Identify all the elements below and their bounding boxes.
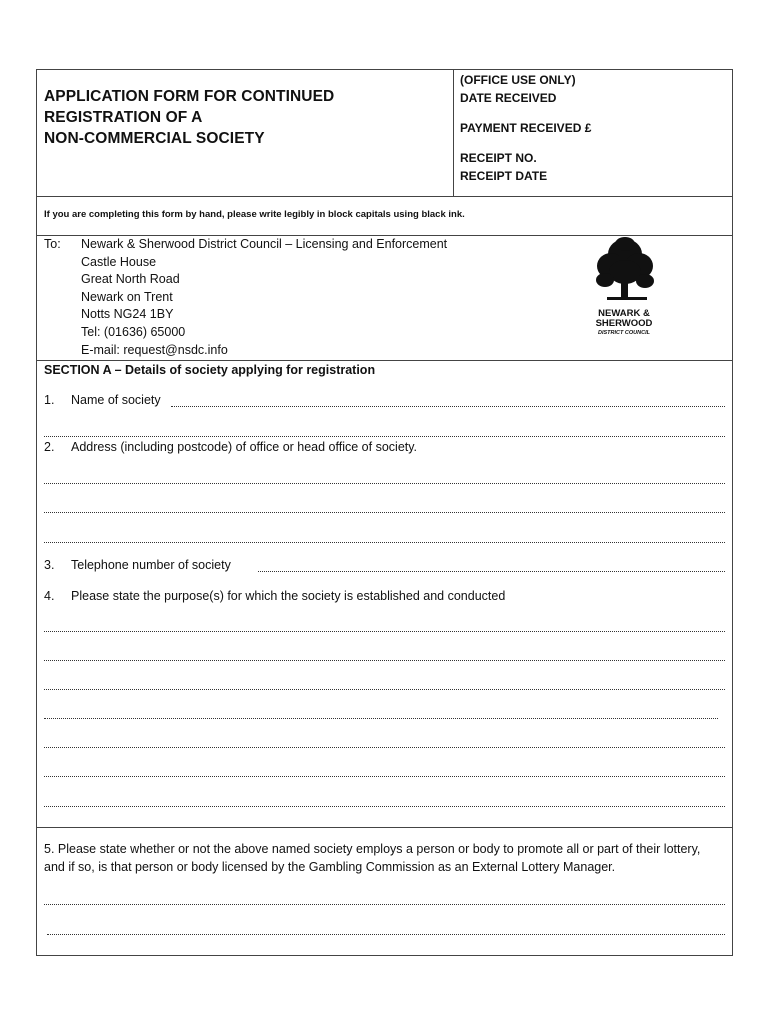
q4-answer-line[interactable]: [44, 689, 725, 690]
q2-answer-line[interactable]: [44, 512, 725, 513]
payment-received-label: PAYMENT RECEIVED £: [460, 121, 592, 135]
q4-answer-line[interactable]: [44, 718, 718, 719]
address-line: Great North Road: [81, 272, 180, 287]
q1-label: [44, 393, 161, 407]
address-line: Castle House: [81, 254, 157, 269]
tree-icon: [589, 234, 659, 344]
q1-answer-line-2[interactable]: [44, 436, 725, 437]
address-line: Notts NG24 1BY: [81, 307, 174, 322]
q4-answer-line[interactable]: [44, 806, 725, 807]
application-form: [36, 69, 733, 956]
logo-text-line-1: NEWARK &: [598, 308, 650, 319]
q5-text: 5. Please state whether or not the above named society employs a person or body to promote all or part of their lottery, and if so, is that person or body licensed by the Gambling Commission as an External Lottery Manager.: [44, 842, 701, 874]
q2-number: 2.: [44, 440, 55, 454]
q4-answer-line[interactable]: [44, 631, 725, 632]
address-line: Newark on Trent: [81, 289, 173, 304]
q2-label: [44, 440, 417, 454]
form-title-line-2: REGISTRATION OF A: [44, 109, 203, 126]
address-line: E-mail: request@nsdc.info: [81, 342, 228, 357]
q2-text: Address (including postcode) of office or head office of society.: [71, 440, 418, 454]
q5-answer-line[interactable]: [44, 904, 725, 905]
receipt-date-label: RECEIPT DATE: [460, 169, 548, 183]
q3-number: 3.: [44, 558, 55, 572]
section-a-heading: SECTION A – Details of society applying for registration: [44, 363, 376, 377]
instructions-text: If you are completing this form by hand, please write legibly in block capitals using black ink.: [44, 209, 465, 220]
q1-text: Name of society: [71, 393, 161, 407]
q3-label: [44, 558, 231, 572]
address-line: Tel: (01636) 65000: [81, 324, 186, 339]
logo-text-line-2: SHERWOOD: [595, 318, 653, 329]
logo-text-line-3: DISTRICT COUNCIL: [598, 330, 650, 336]
q1-number: 1.: [44, 393, 55, 407]
council-logo: [589, 234, 659, 344]
q4-bottom-rule: [37, 827, 732, 828]
q4-answer-line[interactable]: [44, 776, 725, 777]
receipt-no-label: RECEIPT NO.: [460, 151, 537, 165]
date-received-label: DATE RECEIVED: [460, 91, 557, 105]
q4-answer-line[interactable]: [44, 660, 725, 661]
q3-text: Telephone number of society: [71, 558, 231, 572]
header-divider: [453, 70, 454, 196]
q4-answer-line[interactable]: [44, 747, 725, 748]
header-bottom-rule: [37, 196, 732, 197]
q1-answer-line[interactable]: [171, 406, 725, 407]
office-use-heading: (OFFICE USE ONLY): [460, 73, 576, 87]
q2-answer-line[interactable]: [44, 483, 725, 484]
q5-answer-line[interactable]: [47, 934, 725, 935]
address-bottom-rule: [37, 360, 732, 361]
to-label: To:: [44, 237, 61, 251]
q4-text: Please state the purpose(s) for which the society is established and conducted: [71, 589, 506, 603]
q4-number: 4.: [44, 589, 55, 603]
q2-answer-line[interactable]: [44, 542, 725, 543]
form-title-line-3: NON-COMMERCIAL SOCIETY: [44, 130, 265, 147]
form-title-line-1: APPLICATION FORM FOR CONTINUED: [44, 88, 335, 105]
q4-label: [44, 589, 505, 603]
form-title: [44, 86, 334, 149]
address-line: Newark & Sherwood District Council – Licensing and Enforcement: [81, 237, 448, 251]
q3-answer-line[interactable]: [258, 571, 725, 572]
